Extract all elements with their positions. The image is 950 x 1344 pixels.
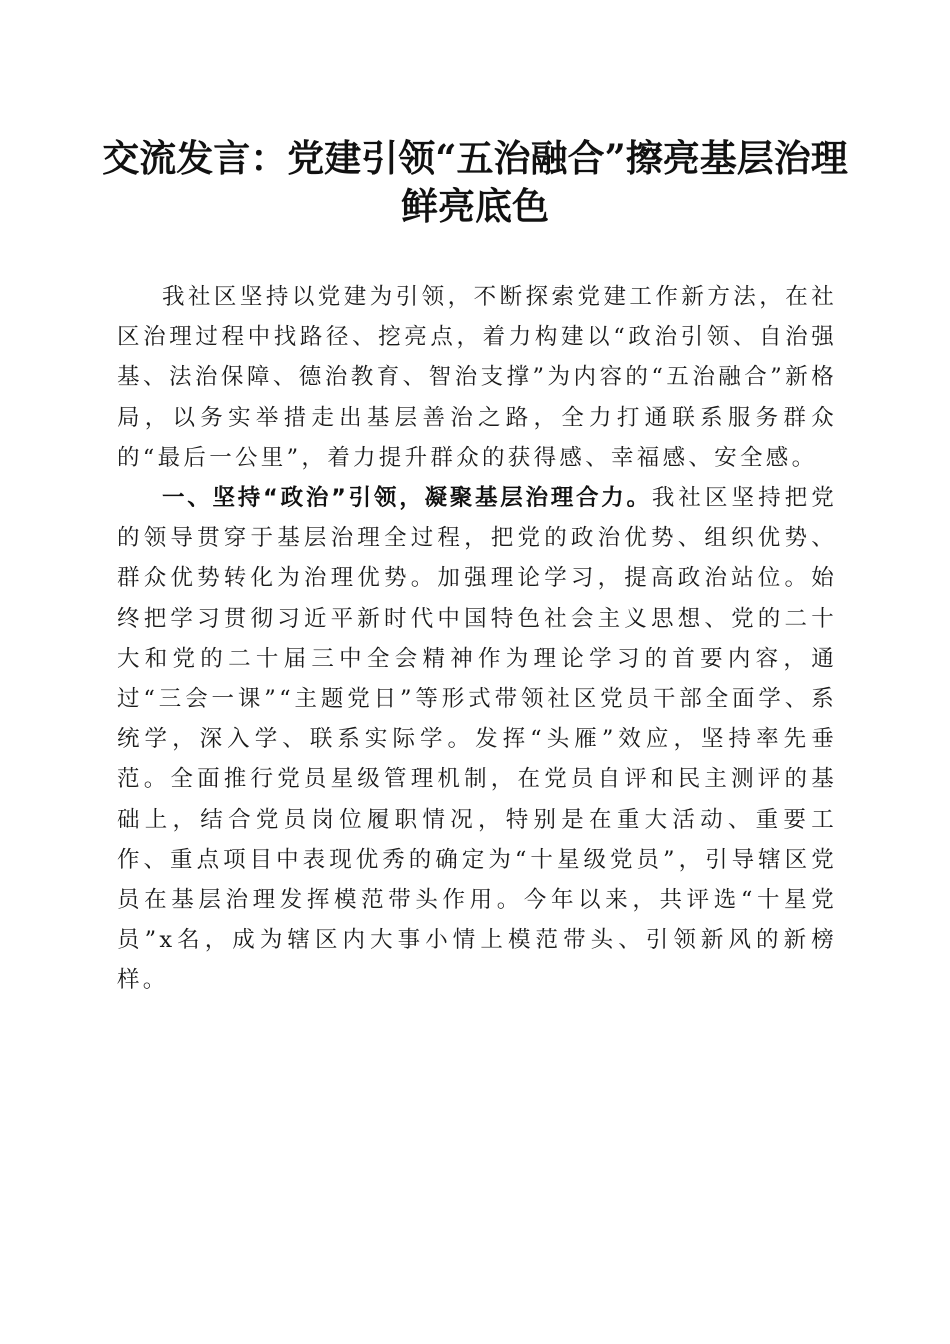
section-paragraph bbox=[117, 478, 837, 1001]
section-heading: 一、坚持“政治”引领，凝聚基层治理合力。 bbox=[162, 485, 652, 512]
document-body bbox=[117, 277, 837, 1001]
document-title: 交流发言：党建引领“五治融合”擦亮基层治理鲜亮底色 bbox=[102, 136, 848, 228]
intro-paragraph: 我社区坚持以党建为引领，不断探索党建工作新方法，在社区治理过程中找路径、挖亮点，着力构建以“政治引领、自治强基、法治保障、德治教育、智治支撑”为内容的“五治融合”新格局，以务实举措走出基层善治之路，全力打通联系服务群众的“最后一公里”，着力提升群众的获得感、幸福感、安全感。 bbox=[117, 284, 837, 471]
section-text: 我社区坚持把党的领导贯穿于基层治理全过程，把党的政治优势、组织优势、群众优势转化为治理优势。加强理论学习，提高政治站位。始终把学习贯彻习近平新时代中国特色社会主义思想、党的二十大和党的二十届三中全会精神作为理论学习的首要内容，通过“三会一课”“主题党日”等形式带领社区党员干部全面学、系统学，深入学、联系实际学。发挥“头雁”效应，坚持率先垂范。全面推行党员星级管理机制，在党员自评和民主测评的基础上，结合党员岗位履职情况，特别是在重大活动、重要工作、重点项目中表现优秀的确定为“十星级党员”，引导辖区党员在基层治理发挥模范带头作用。今年以来，共评选“十星党员”x名，成为辖区内大事小情上模范带头、引领新风的新榜样。 bbox=[117, 485, 838, 994]
